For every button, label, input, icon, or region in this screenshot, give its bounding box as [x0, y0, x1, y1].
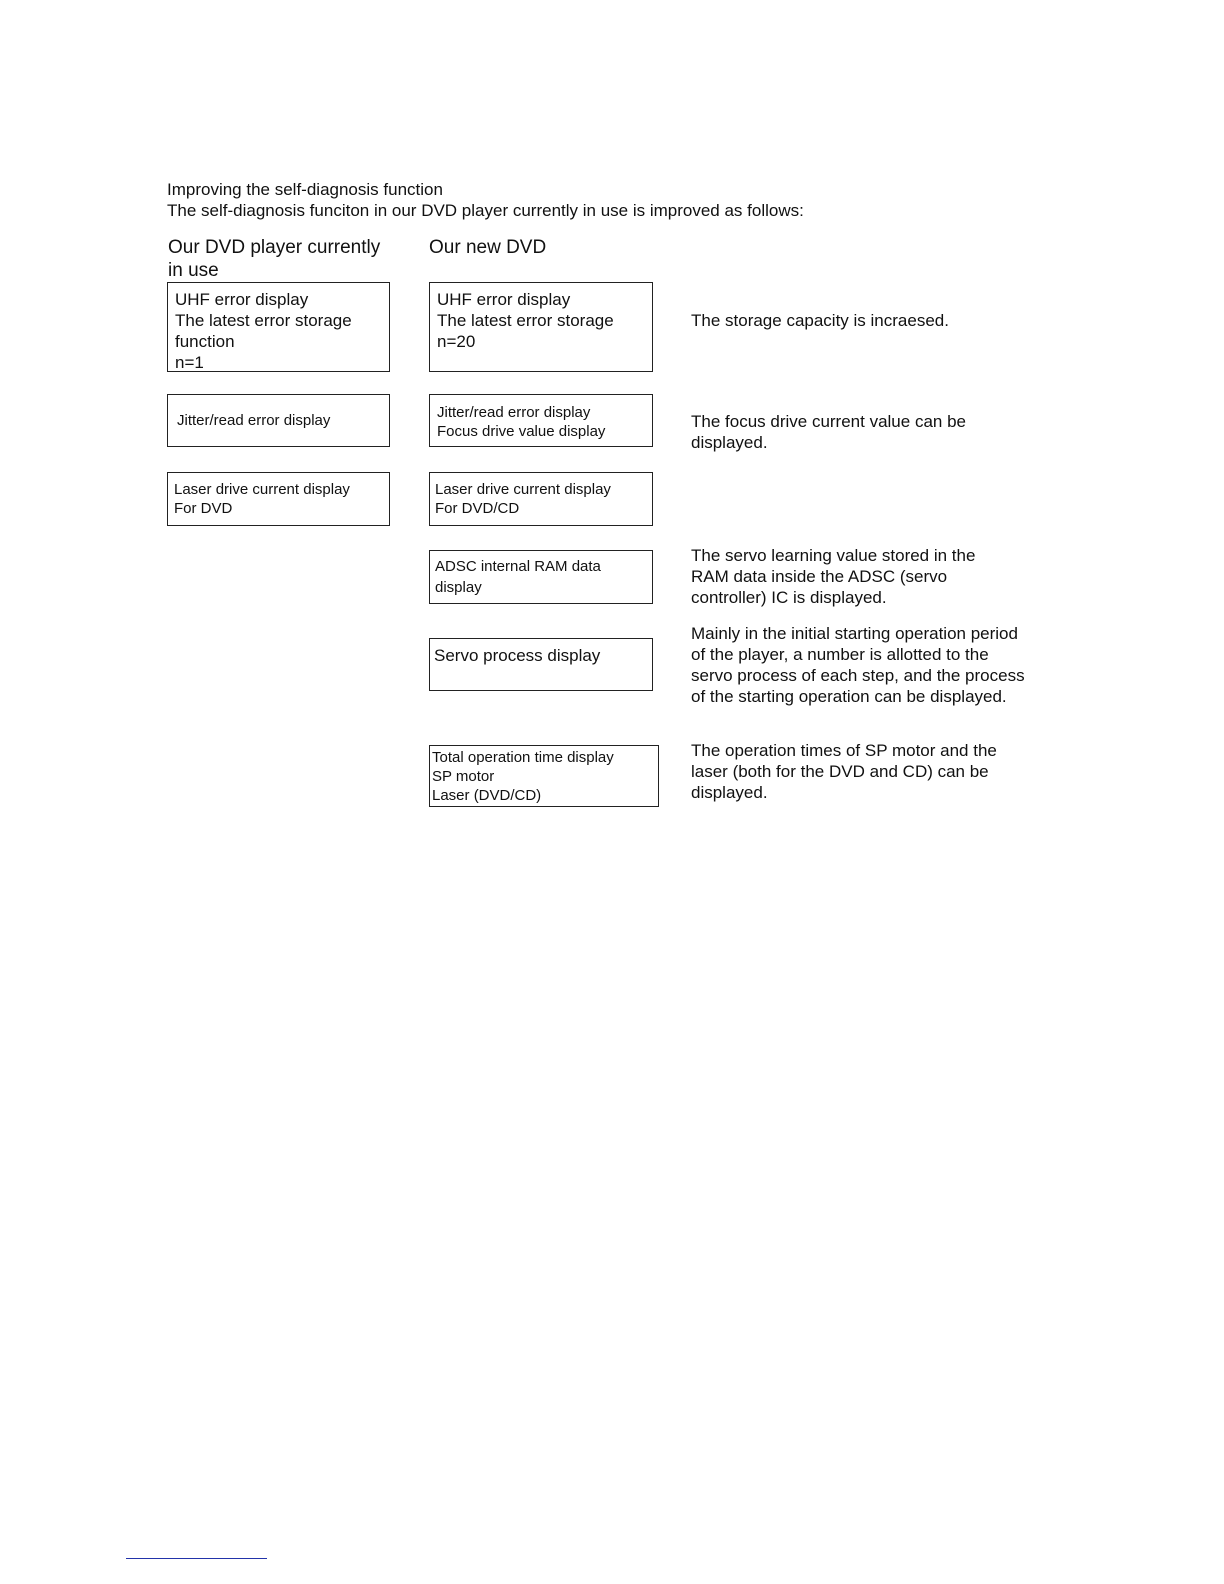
new-jitter-box: Jitter/read error display Focus drive value display — [429, 394, 653, 447]
column-heading-current: Our DVD player currently in use — [168, 237, 381, 281]
current-uhf-error-box: UHF error display The latest error storage function n=1 — [167, 282, 390, 372]
new-adsc-box: ADSC internal RAM data display — [429, 550, 653, 604]
new-uhf-error-box: UHF error display The latest error storage n=20 — [429, 282, 653, 372]
note-servo-process: Mainly in the initial starting operation period of the player, a number is allotted to the servo process of each step, and the process of the starting operation can be displayed. — [691, 624, 1025, 706]
new-servo-process-box: Servo process display — [429, 638, 653, 691]
note-focus: The focus drive current value can be displayed. — [691, 412, 966, 452]
intro-description: The self-diagnosis funciton in our DVD player currently in use is improved as follows: — [167, 201, 804, 220]
note-operation-times: The operation times of SP motor and the laser (both for the DVD and CD) can be displayed. — [691, 741, 997, 802]
current-laser-box: Laser drive current display For DVD — [167, 472, 390, 526]
column-heading-new: Our new DVD — [429, 237, 547, 258]
note-storage: The storage capacity is incraesed. — [691, 311, 949, 330]
note-servo-learning: The servo learning value stored in the RAM data inside the ADSC (servo controller) IC is displayed. — [691, 546, 976, 607]
current-jitter-box: Jitter/read error display — [167, 394, 390, 447]
intro-heading: Improving the self-diagnosis function — [167, 180, 443, 199]
new-laser-box: Laser drive current display For DVD/CD — [429, 472, 653, 526]
new-total-operation-box: Total operation time display SP motor Laser (DVD/CD) — [429, 745, 659, 807]
footer-rule — [126, 1558, 267, 1559]
